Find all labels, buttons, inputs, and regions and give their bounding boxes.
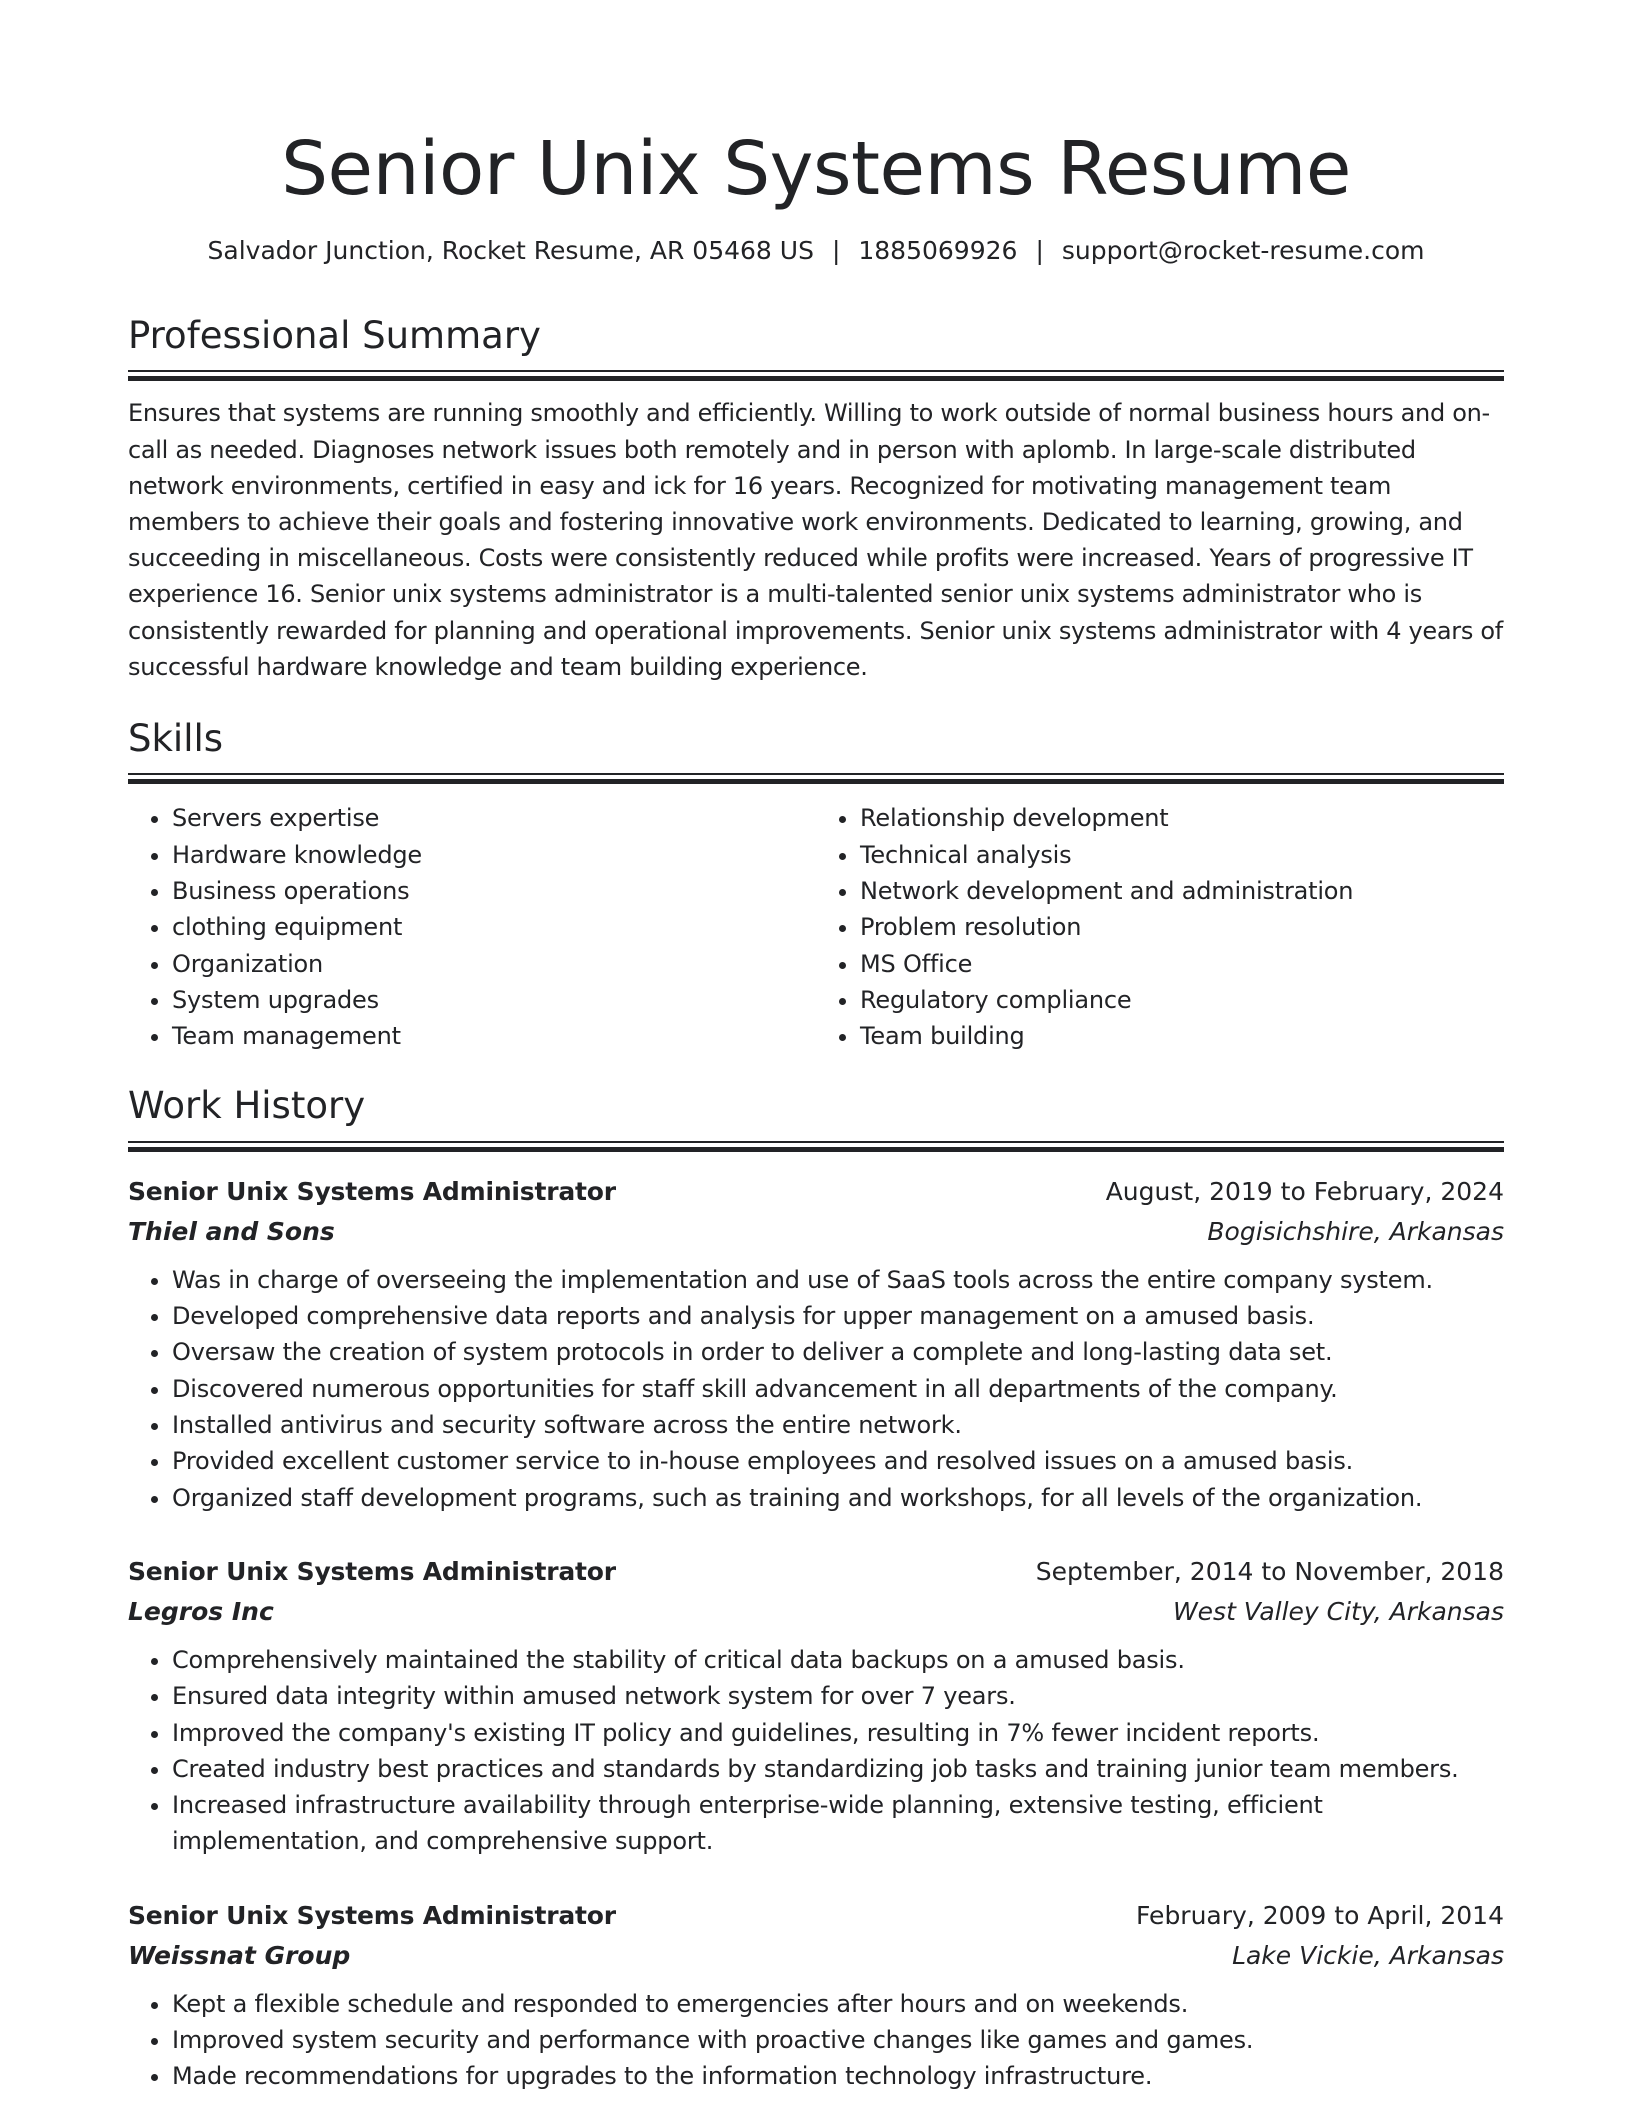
job-bullet: • Provided excellent customer service to in-house employees and resolved issues on a amused basis.: [172, 1443, 1504, 1479]
job-bullet: • Developed comprehensive data reports and analysis for upper management on a amused basis.: [172, 1298, 1504, 1334]
job-dates: February, 2009 to April, 2014: [1136, 1900, 1504, 1930]
skills-list-right: [816, 800, 1504, 1054]
job-bullet: • Oversaw the creation of system protocols in order to deliver a complete and long-lasting data set.: [172, 1334, 1504, 1370]
job-location: West Valley City, Arkansas: [1172, 1596, 1504, 1626]
job-bullet: • Improved the company's existing IT policy and guidelines, resulting in 7% fewer incident reports.: [172, 1715, 1504, 1751]
contact-separator: |: [831, 236, 841, 265]
skill-item: • clothing equipment: [172, 909, 816, 945]
skills-section: [128, 717, 1504, 1054]
job-header-row: [128, 1896, 1504, 1936]
job-dates: August, 2019 to February, 2024: [1105, 1176, 1504, 1206]
resume-title: Senior Unix Systems Resume: [281, 126, 1351, 212]
job-bullet: • Comprehensively maintained the stability of critical data backups on a amused basis.: [172, 1642, 1504, 1678]
job-bullet: • Created industry best practices and standards by standardizing job tasks and training junior team members.: [172, 1751, 1504, 1787]
skill-item: • Team management: [172, 1018, 816, 1054]
job-header-row: [128, 1552, 1504, 1592]
job-bullet: • Ensured data integrity within amused network system for over 7 years.: [172, 1678, 1504, 1714]
job-bullets: [128, 1262, 1504, 1516]
job-entry: [128, 1896, 1504, 2095]
job-location: Lake Vickie, Arkansas: [1232, 1940, 1504, 1970]
skill-item: • Servers expertise: [172, 800, 816, 836]
job-location: Bogisichshire, Arkansas: [1207, 1216, 1504, 1246]
skills-grid: [128, 800, 1504, 1054]
job-entry: [128, 1172, 1504, 1516]
contact-separator: |: [1035, 236, 1044, 265]
contact-line: [128, 236, 1504, 266]
summary-heading: Professional Summary: [128, 314, 541, 357]
job-bullet: • Installed antivirus and security software across the entire network.: [172, 1407, 1504, 1443]
job-title: Senior Unix Systems Administrator: [128, 1556, 616, 1586]
job-bullet: • Increased infrastructure availability through enterprise-wide planning, extensive testing, efficient implementation, and comprehensive support.: [172, 1787, 1504, 1860]
skills-heading: Skills: [128, 717, 224, 761]
job-bullet: • Organized staff development programs, such as training and workshops, for all levels of the organization.: [172, 1480, 1504, 1516]
skill-item: • Team building: [860, 1018, 1504, 1054]
section-divider: [128, 773, 1504, 784]
skill-item: • Organization: [172, 946, 816, 982]
job-company: Legros Inc: [128, 1596, 274, 1626]
job-bullet: • Made recommendations for upgrades to the information technology infrastructure.: [172, 2058, 1504, 2094]
job-company: Weissnat Group: [128, 1940, 351, 1970]
skill-item: • MS Office: [860, 946, 1504, 982]
skill-item: • Hardware knowledge: [172, 837, 816, 873]
contact-phone: 1885069926: [858, 236, 1018, 265]
skill-item: • Relationship development: [860, 800, 1504, 836]
skill-item: • Regulatory compliance: [860, 982, 1504, 1018]
skill-item: • Problem resolution: [860, 909, 1504, 945]
job-bullets: [128, 1642, 1504, 1860]
skill-item: • Technical analysis: [860, 837, 1504, 873]
contact-email: support@rocket-resume.com: [1061, 236, 1425, 265]
contact-address: Salvador Junction, Rocket Resume, AR 05468 US: [207, 236, 814, 265]
job-bullet: • Kept a flexible schedule and responded to emergencies after hours and on weekends.: [172, 1986, 1504, 2022]
job-bullet: • Improved system security and performance with proactive changes like games and games.: [172, 2022, 1504, 2058]
skill-item: • Business operations: [172, 873, 816, 909]
job-bullet: • Discovered numerous opportunities for staff skill advancement in all departments of the company.: [172, 1371, 1504, 1407]
skill-item: • System upgrades: [172, 982, 816, 1018]
skill-item: • Network development and administration: [860, 873, 1504, 909]
section-divider: [128, 1141, 1504, 1152]
section-divider: [128, 370, 1504, 381]
work-history-section: [128, 1084, 1504, 2094]
job-bullet: • Was in charge of overseeing the implementation and use of SaaS tools across the entire company system.: [172, 1262, 1504, 1298]
job-company-row: [128, 1592, 1504, 1632]
skills-list-left: [128, 800, 816, 1054]
job-title: Senior Unix Systems Administrator: [128, 1900, 616, 1930]
job-title: Senior Unix Systems Administrator: [128, 1176, 616, 1206]
job-bullets: [128, 1986, 1504, 2095]
work-history-heading: Work History: [128, 1084, 366, 1128]
job-company-row: [128, 1936, 1504, 1976]
job-header-row: [128, 1172, 1504, 1212]
job-company-row: [128, 1212, 1504, 1252]
job-dates: September, 2014 to November, 2018: [1035, 1556, 1504, 1586]
summary-text: Ensures that systems are running smoothly and efficiently. Willing to work outside of normal business hours and on-call as needed. Diagnoses network issues both remotely and in person with aplomb. In large-scale distributed network environments, certified in easy and ick for 16 years. Recognized for motivating management team members to achieve their goals and fostering innovative work environments. Dedicated to learning, growing, and succeeding in miscellaneous. Costs were consistently reduced while profits were increased. Years of progressive IT experience 16. Senior unix systems administrator is a multi-talented senior unix systems administrator who is consistently rewarded for planning and operational improvements. Senior unix systems administrator with 4 years of successful hardware knowledge and team building experience.: [128, 399, 1503, 681]
summary-section: [128, 314, 1504, 685]
job-entry: [128, 1552, 1504, 1860]
job-company: Thiel and Sons: [128, 1216, 335, 1246]
